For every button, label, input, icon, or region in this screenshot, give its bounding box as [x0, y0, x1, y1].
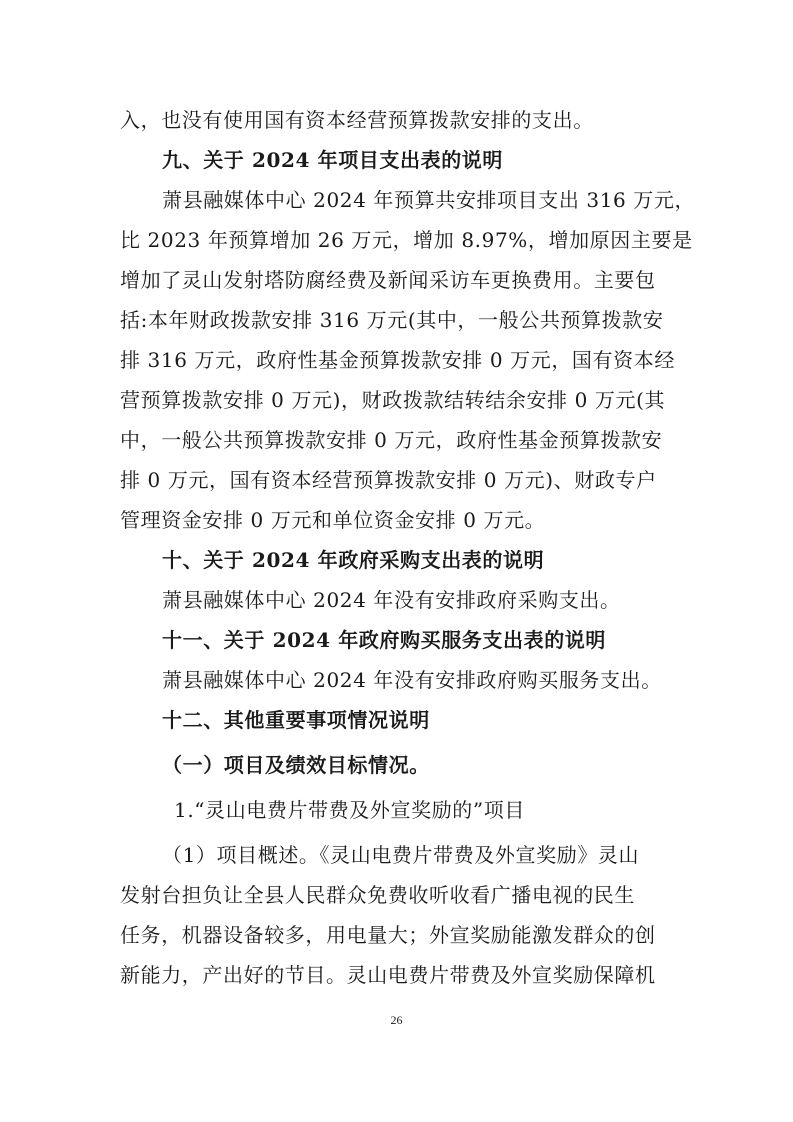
page-number: 26 [390, 1013, 403, 1027]
list-item: 1.“灵山电费片带费及外宣奖励的”项目 [174, 798, 525, 822]
text-line: （1）项目概述。《灵山电费片带费及外宣奖励》灵山 [162, 843, 640, 867]
text-line: 发射台担负让全县人民群众免费收听收看广播电视的民生 [120, 883, 635, 907]
text-line: 萧县融媒体中心 2024 年预算共安排项目支出 316 万元， [162, 188, 696, 212]
text-line: 任务，机器设备较多，用电量大；外宣奖励能激发群众的创 [120, 923, 656, 947]
text-line: 新能力，产出好的节目。灵山电费片带费及外宣奖励保障机 [120, 963, 656, 987]
sub-heading: （一）项目及绩效目标情况。 [162, 753, 430, 777]
text-line: 排 316 万元，政府性基金预算拨款安排 0 万元，国有资本经 [120, 348, 675, 372]
text-line: 排 0 万元，国有资本经营预算拨款安排 0 万元)、财政专户 [120, 468, 657, 492]
text-line: 括:本年财政拨款安排 316 万元(其中，一般公共预算拨款安 [120, 308, 664, 332]
section-heading: 十一、关于 2024 年政府购买服务支出表的说明 [162, 628, 606, 652]
text-line: 萧县融媒体中心 2024 年没有安排政府购买服务支出。 [162, 668, 662, 692]
text-line: 中，一般公共预算拨款安排 0 万元，政府性基金预算拨款安 [120, 428, 663, 452]
section-heading: 十二、其他重要事项情况说明 [162, 708, 430, 732]
text-line: 管理资金安排 0 万元和单位资金安排 0 万元。 [120, 508, 546, 532]
text-line: 比 2023 年预算增加 26 万元，增加 8.97%，增加原因主要是 [120, 228, 693, 252]
text-line: 增加了灵山发射塔防腐经费及新闻采访车更换费用。主要包 [120, 268, 656, 292]
text-line: 萧县融媒体中心 2024 年没有安排政府采购支出。 [162, 588, 621, 612]
section-heading: 九、关于 2024 年项目支出表的说明 [162, 148, 503, 172]
text-line: 入，也没有使用国有资本经营预算拨款安排的支出。 [120, 108, 594, 132]
text-line: 营预算拨款安排 0 万元)，财政拨款结转结余安排 0 万元(其 [120, 388, 666, 412]
section-heading: 十、关于 2024 年政府采购支出表的说明 [162, 548, 545, 572]
